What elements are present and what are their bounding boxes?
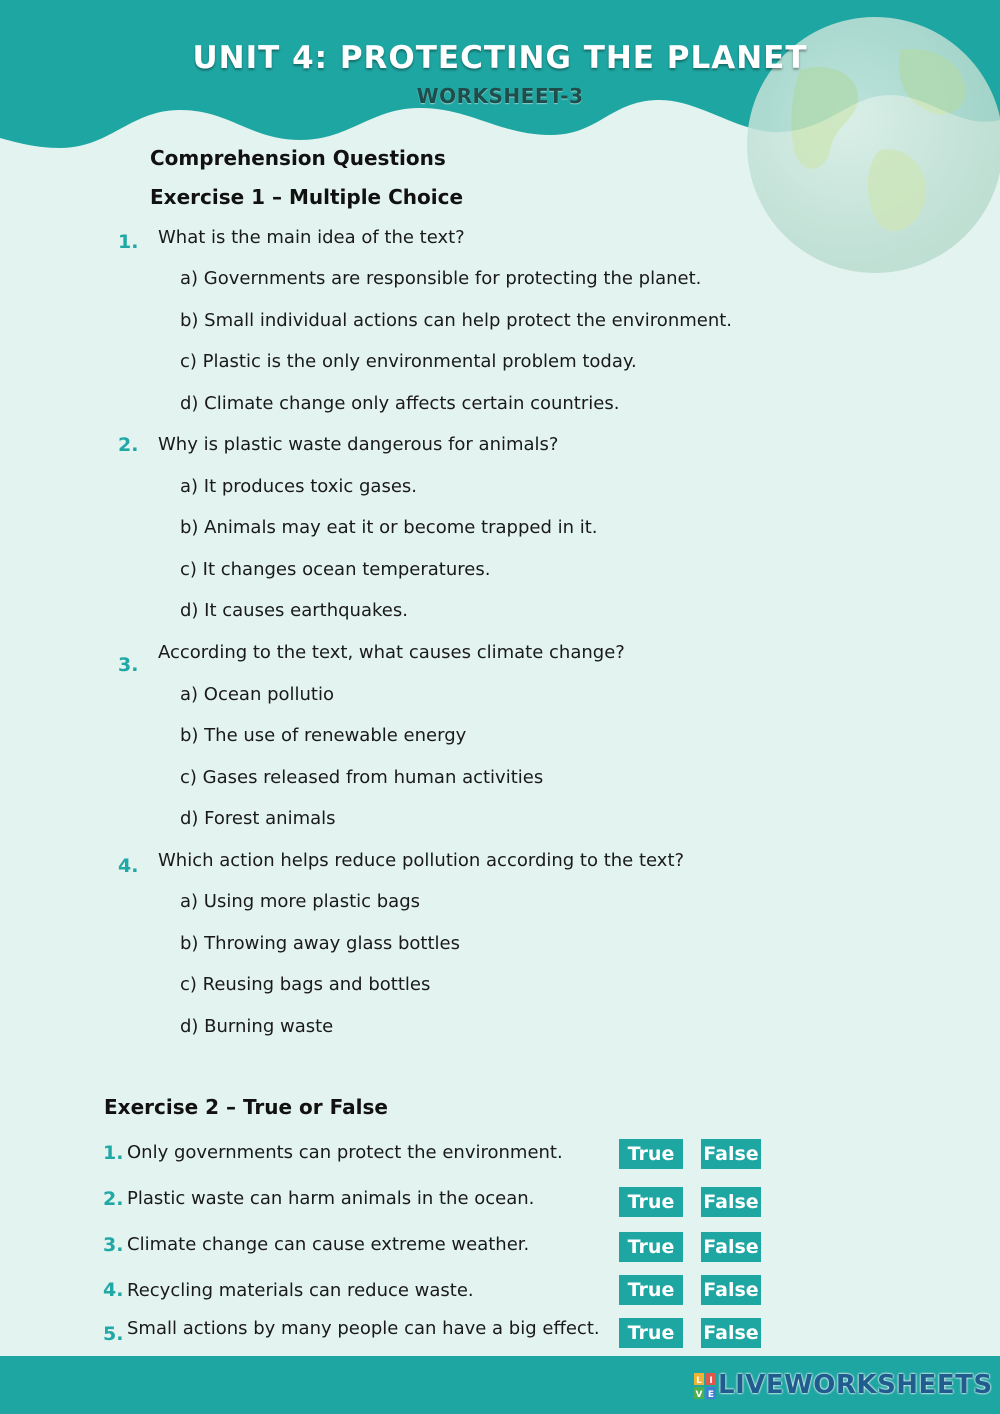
answer-option[interactable]: d) Burning waste [180, 1016, 334, 1037]
answer-option[interactable]: b) Throwing away glass bottles [180, 933, 460, 954]
answer-option[interactable]: d) Climate change only affects certain countries. [180, 393, 620, 414]
question-number: 4. [118, 855, 139, 877]
logo-letter: V [695, 1390, 703, 1399]
worksheet-subtitle: WORKSHEET-3 [416, 84, 584, 108]
logo-letter: I [709, 1376, 713, 1386]
false-button[interactable]: False [701, 1187, 761, 1217]
false-button[interactable]: False [701, 1232, 761, 1262]
true-button[interactable]: True [619, 1275, 683, 1305]
answer-option[interactable]: c) Plastic is the only environmental problem today. [180, 351, 637, 372]
false-button[interactable]: False [701, 1318, 761, 1348]
true-button[interactable]: True [619, 1318, 683, 1348]
question-number: 3. [118, 654, 139, 676]
answer-option[interactable]: a) Using more plastic bags [180, 891, 421, 912]
answer-option[interactable]: c) It changes ocean temperatures. [180, 559, 491, 580]
statement-text: Only governments can protect the environment. [127, 1142, 563, 1163]
answer-option[interactable]: a) Ocean pollutio [180, 684, 334, 705]
exercise2-title: Exercise 2 – True or False [104, 1095, 388, 1119]
question-text: Which action helps reduce pollution according to the text? [158, 850, 685, 871]
question-text: Why is plastic waste dangerous for animals? [158, 434, 559, 455]
answer-option[interactable]: c) Gases released from human activities [180, 767, 544, 788]
answer-option[interactable]: b) The use of renewable energy [180, 725, 467, 746]
true-button[interactable]: True [619, 1139, 683, 1169]
answer-option[interactable]: a) It produces toxic gases. [180, 476, 418, 497]
true-button[interactable]: True [619, 1187, 683, 1217]
question-number: 2. [118, 434, 139, 456]
answer-option[interactable]: a) Governments are responsible for protecting the planet. [180, 268, 702, 289]
logo-letter: E [707, 1390, 715, 1399]
statement-number: 1. [103, 1142, 124, 1164]
logo-letter: L [696, 1376, 702, 1386]
false-button[interactable]: False [701, 1275, 761, 1305]
section-title: Comprehension Questions [150, 146, 446, 170]
liveworksheets-logo-icon [694, 1373, 716, 1399]
statement-text: Climate change can cause extreme weather. [127, 1234, 530, 1255]
question-text: What is the main idea of the text? [158, 227, 465, 248]
false-button[interactable]: False [701, 1139, 761, 1169]
statement-number: 4. [103, 1279, 124, 1301]
statement-text: Plastic waste can harm animals in the ocean. [127, 1188, 535, 1209]
page-title: UNIT 4: PROTECTING THE PLANET [192, 40, 808, 76]
brand-name[interactable]: LIVEWORKSHEETS [718, 1370, 993, 1400]
exercise1-title: Exercise 1 – Multiple Choice [150, 185, 464, 209]
question-number: 1. [118, 231, 139, 253]
true-button[interactable]: True [619, 1232, 683, 1262]
answer-option[interactable]: d) It causes earthquakes. [180, 600, 408, 621]
question-text: According to the text, what causes climate change? [158, 642, 625, 663]
statement-text: Small actions by many people can have a big effect. [127, 1318, 600, 1339]
statement-number: 2. [103, 1188, 124, 1210]
answer-option[interactable]: d) Forest animals [180, 808, 336, 829]
statement-number: 5. [103, 1323, 124, 1345]
answer-option[interactable]: b) Animals may eat it or become trapped in it. [180, 517, 598, 538]
statement-number: 3. [103, 1234, 124, 1256]
answer-option[interactable]: b) Small individual actions can help protect the environment. [180, 310, 733, 331]
answer-option[interactable]: c) Reusing bags and bottles [180, 974, 431, 995]
statement-text: Recycling materials can reduce waste. [127, 1280, 474, 1301]
